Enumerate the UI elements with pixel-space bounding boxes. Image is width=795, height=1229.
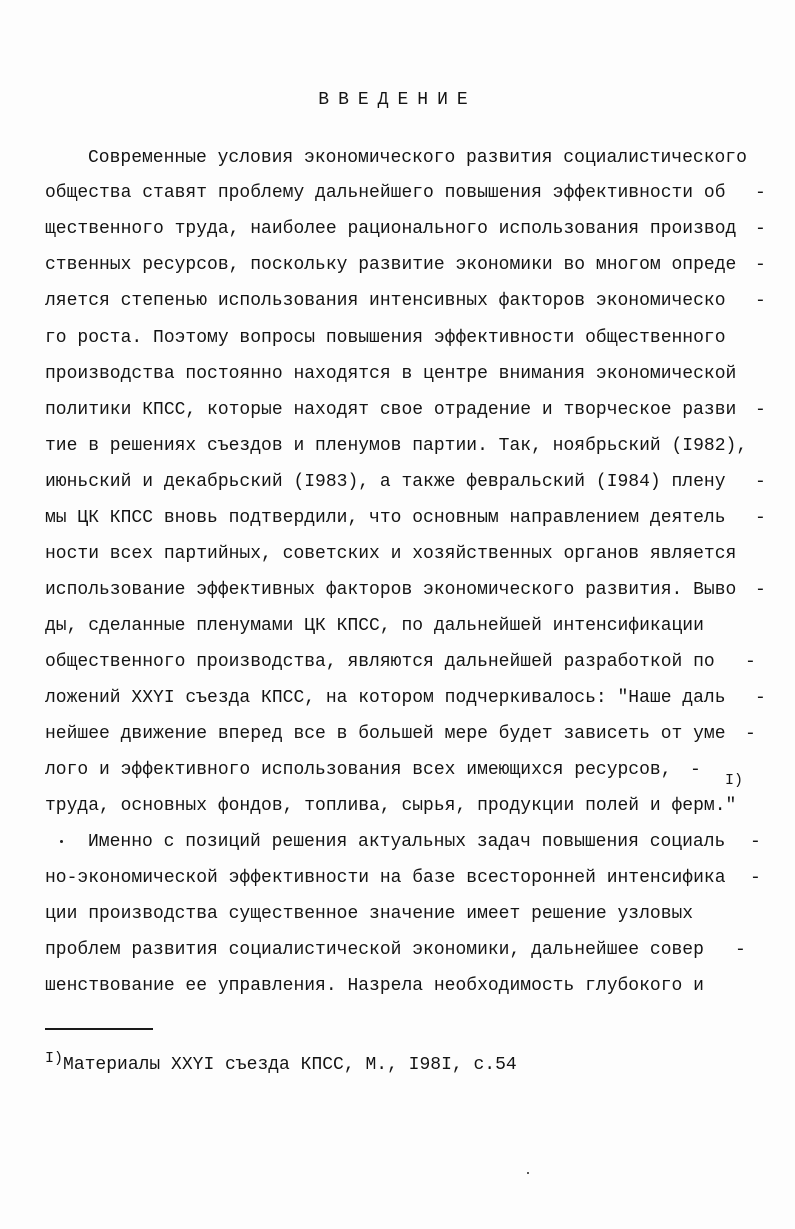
footnote [45, 1050, 517, 1081]
text-line [0, 536, 795, 572]
line-text: производства постоянно находятся в центре внимания экономической [45, 364, 737, 384]
line-text: нейшее движение вперед все в большей мере будет зависеть от уме [45, 724, 726, 744]
line-text: но-экономической эффективности на базе всесторонней интенсифика [45, 868, 726, 888]
hyphen-mark: - [690, 760, 701, 780]
text-line [0, 860, 795, 896]
text-line [0, 500, 795, 536]
line-text: труда, основных фондов, топлива, сырья, продукции полей и ферм." [45, 796, 737, 816]
hyphen-mark: - [755, 291, 766, 311]
line-text: ности всех партийных, советских и хозяйственных органов является [45, 544, 737, 564]
line-text: июньский и декабрьский (I983), а также февральский (I984) плену [45, 472, 726, 492]
line-text: ляется степенью использования интенсивных факторов экономическо [45, 291, 726, 311]
text-line [0, 896, 795, 932]
hyphen-mark: - [755, 400, 766, 420]
line-text: ственных ресурсов, поскольку развитие экономики во многом опреде [45, 255, 737, 275]
line-text: Современные условия экономического развития социалистического [88, 148, 747, 168]
hyphen-mark: - [755, 255, 766, 275]
hyphen-mark: - [755, 580, 766, 600]
text-line [0, 140, 795, 176]
line-text: тие в решениях съездов и пленумов партии. Так, ноябрьский (I982), [45, 436, 748, 456]
line-text: щественного труда, наиболее рационального использования производ [45, 219, 737, 239]
text-line [0, 680, 795, 716]
line-text: Именно с позиций решения актуальных задач повышения социаль [88, 832, 726, 852]
line-text: шенствование ее управления. Назрела необходимость глубокого и [45, 976, 704, 996]
text-line [0, 392, 795, 428]
text-line [0, 428, 795, 464]
text-line [0, 247, 795, 283]
line-text: использование эффективных факторов экономического развития. Выво [45, 580, 737, 600]
hyphen-mark: - [745, 652, 756, 672]
text-line [0, 788, 795, 824]
text-line [0, 932, 795, 968]
footnote-reference: I) [725, 772, 744, 789]
line-text: политики КПСС, которые находят свое отрадение и творческое разви [45, 400, 737, 420]
line-text: ложений XXYI съезда КПСС, на котором подчеркивалось: "Наше даль [45, 688, 726, 708]
text-line [0, 968, 795, 1004]
footnote-number: I) [45, 1050, 64, 1067]
hyphen-mark: - [750, 832, 761, 852]
scan-speck [527, 1172, 529, 1174]
scan-speck [60, 840, 63, 843]
hyphen-mark: - [735, 940, 746, 960]
text-line [0, 211, 795, 247]
hyphen-mark: - [755, 472, 766, 492]
line-text: общественного производства, являются дальнейшей разработкой по [45, 652, 715, 672]
line-text: общества ставят проблему дальнейшего повышения эффективности об [45, 183, 726, 203]
text-line [0, 320, 795, 356]
text-line [0, 644, 795, 680]
line-text: мы ЦК КПСС вновь подтвердили, что основным направлением деятель [45, 508, 726, 528]
text-line [0, 464, 795, 500]
line-text: проблем развития социалистической экономики, дальнейшее совер [45, 940, 704, 960]
hyphen-mark: - [755, 508, 766, 528]
footnote-text: Материалы XXYI съезда КПСС, М., I98I, с.54 [63, 1055, 517, 1075]
line-text: лого и эффективного использования всех имеющихся ресурсов, [45, 760, 672, 780]
footnote-divider [45, 1028, 153, 1030]
text-line [0, 824, 795, 860]
text-line [0, 572, 795, 608]
hyphen-mark: - [750, 868, 761, 888]
text-line [0, 356, 795, 392]
hyphen-mark: - [745, 724, 756, 744]
text-line [0, 175, 795, 211]
hyphen-mark: - [755, 219, 766, 239]
line-text: ды, сделанные пленумами ЦК КПСС, по дальнейшей интенсификации [45, 616, 704, 636]
hyphen-mark: - [755, 688, 766, 708]
text-line [0, 716, 795, 752]
text-line [0, 752, 795, 788]
line-text: го роста. Поэтому вопросы повышения эффективности общественного [45, 328, 726, 348]
line-text: ции производства существенное значение имеет решение узловых [45, 904, 694, 924]
page-title: ВВЕДЕНИЕ [318, 90, 477, 110]
text-line [0, 283, 795, 319]
text-line [0, 608, 795, 644]
hyphen-mark: - [755, 183, 766, 203]
